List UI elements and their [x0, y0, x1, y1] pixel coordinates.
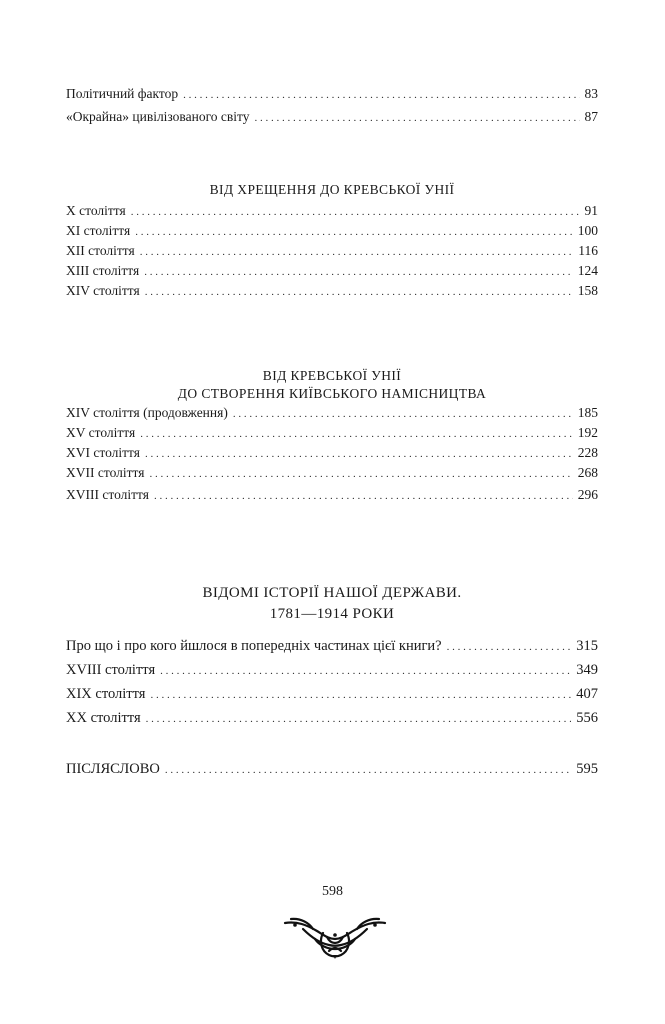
toc-entry-page: 124 — [577, 263, 598, 278]
section-heading-line: ВІД КРЕВСЬКОЇ УНІЇ — [262, 368, 402, 383]
toc-entry-title: Х століття — [66, 203, 126, 218]
toc-entry-title: ХІХ століття — [66, 686, 146, 702]
toc-section-1 — [66, 201, 598, 301]
toc-entry — [66, 706, 598, 730]
section-heading-line: ВІДОМІ ІСТОРІЇ НАШОЇ ДЕРЖАВИ. — [202, 585, 462, 601]
celtic-knot-ornament-icon — [283, 915, 387, 959]
section-heading — [66, 583, 598, 625]
leader-dots — [183, 85, 579, 105]
leader-dots — [160, 659, 571, 683]
leader-dots — [145, 444, 573, 464]
toc-entry — [66, 403, 598, 423]
toc-entry — [66, 485, 598, 505]
toc-section-2 — [66, 403, 598, 505]
toc-entry — [66, 241, 598, 261]
leader-dots — [255, 108, 580, 128]
toc-afterword — [66, 757, 598, 781]
toc-entry-page: 87 — [584, 109, 598, 124]
toc-entry-page: 228 — [577, 445, 598, 460]
toc-entry-title: ХІV століття (продовження) — [66, 405, 228, 420]
leader-dots — [135, 222, 573, 242]
page-number: 598 — [322, 884, 343, 899]
toc-entry — [66, 634, 598, 658]
toc-entry — [66, 682, 598, 706]
toc-entry-title: ХVІІІ століття — [66, 662, 156, 678]
toc-entry — [66, 107, 598, 127]
section-heading: ВІД ХРЕЩЕННЯ ДО КРЕВСЬКОЇ УНІЇ — [209, 182, 455, 197]
toc-entry-page: 349 — [576, 662, 598, 678]
toc-entry-title: ХVІІ століття — [66, 465, 145, 480]
toc-entry-page: 296 — [577, 487, 598, 502]
toc-entry — [66, 423, 598, 443]
toc-entry — [66, 221, 598, 241]
toc-entry — [66, 261, 598, 281]
toc-entry-page: 83 — [584, 86, 598, 101]
toc-entry-title: ХІ століття — [66, 223, 131, 238]
toc-entry — [66, 84, 598, 104]
leader-dots — [144, 262, 573, 282]
toc-entry-title: ПІСЛЯСЛОВО — [66, 761, 160, 777]
toc-entry-page: 192 — [577, 425, 598, 440]
leader-dots — [145, 282, 573, 302]
toc-entry-page: 268 — [577, 465, 598, 480]
toc-entry-page: 116 — [578, 243, 598, 258]
toc-entry-page: 315 — [576, 638, 598, 654]
toc-entry-title: ХІV століття — [66, 283, 140, 298]
toc-entry-page: 100 — [577, 223, 598, 238]
toc-entry-title: ХІІІ століття — [66, 263, 140, 278]
toc-entry — [66, 201, 598, 221]
leader-dots — [146, 707, 572, 731]
toc-section-3 — [66, 634, 598, 730]
toc-entry-page: 556 — [576, 710, 598, 726]
toc-entry-title: «Окрайна» цивілізованого світу — [66, 109, 250, 124]
toc-entry-page: 185 — [577, 405, 598, 420]
leader-dots — [140, 424, 573, 444]
section-heading-line: 1781—1914 РОКИ — [269, 606, 395, 622]
leader-dots — [154, 486, 573, 506]
leader-dots — [165, 758, 571, 782]
toc-section-intro — [66, 84, 598, 127]
toc-entry — [66, 757, 598, 781]
toc-entry-page: 91 — [584, 203, 598, 218]
toc-entry-title: ХVІІІ століття — [66, 487, 149, 502]
toc-entry-page: 595 — [576, 761, 598, 777]
toc-entry — [66, 281, 598, 301]
toc-entry-title: ХХ століття — [66, 710, 141, 726]
toc-entry-title: ХVІ століття — [66, 445, 140, 460]
leader-dots — [149, 464, 572, 484]
toc-entry-title: Про що і про кого йшлося в попередніх частинах цієї книги? — [66, 638, 442, 654]
leader-dots — [140, 242, 574, 262]
leader-dots — [131, 202, 580, 222]
toc-entry-page: 407 — [576, 686, 598, 702]
section-heading-line: ДО СТВОРЕННЯ КИЇВСЬКОГО НАМІСНИЦТВА — [177, 386, 487, 401]
toc-entry-title: ХІІ століття — [66, 243, 135, 258]
leader-dots — [233, 404, 573, 424]
toc-entry — [66, 463, 598, 483]
leader-dots — [447, 635, 572, 659]
toc-entry-title: Політичний фактор — [66, 86, 179, 101]
toc-entry-title: ХV століття — [66, 425, 136, 440]
toc-entry — [66, 658, 598, 682]
section-heading — [66, 367, 598, 403]
toc-entry-page: 158 — [577, 283, 598, 298]
toc-entry — [66, 443, 598, 463]
leader-dots — [150, 683, 571, 707]
